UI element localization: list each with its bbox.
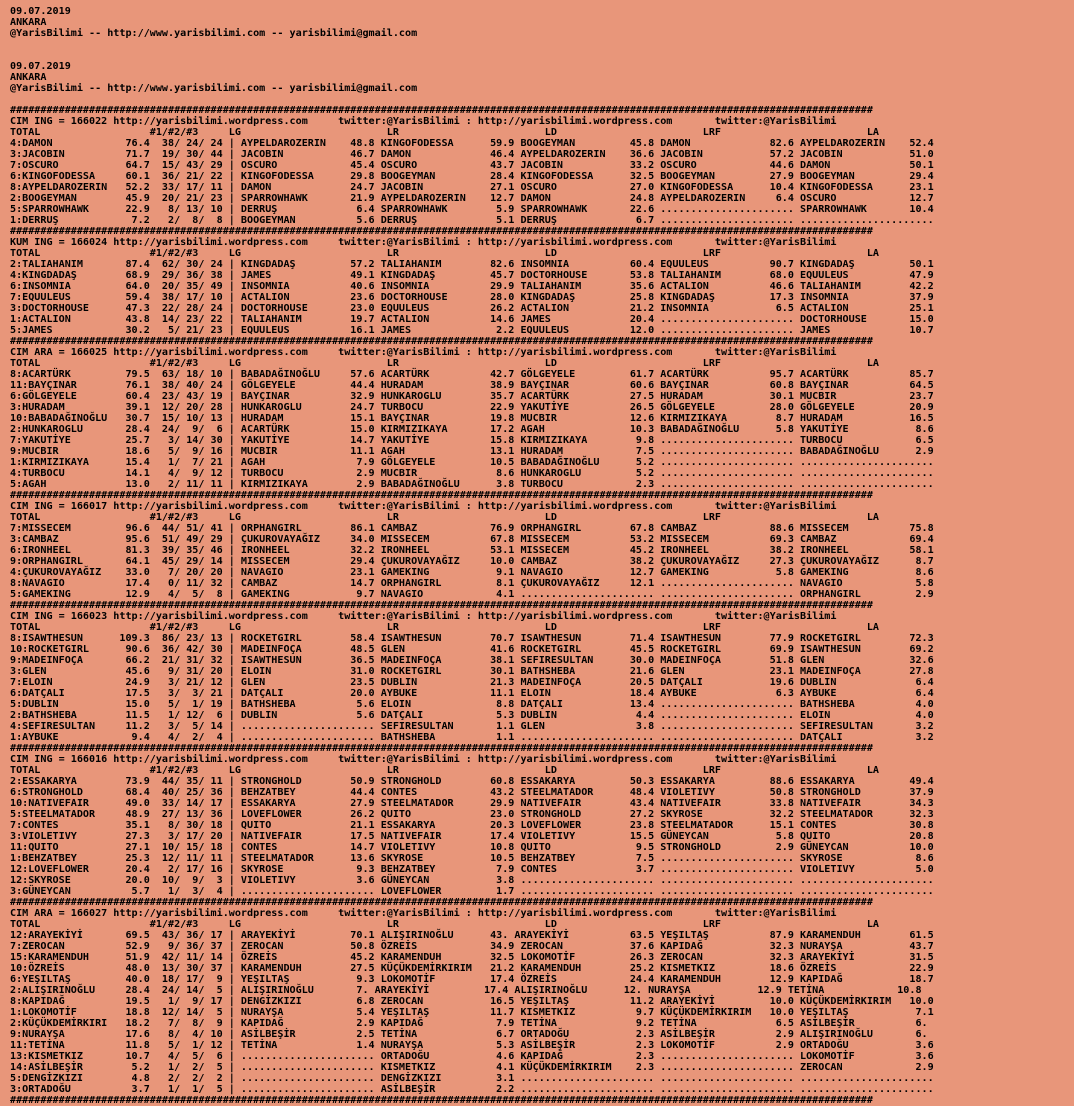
separator-line: ############################################################################################################################################## — [10, 226, 873, 237]
race-row: 7:MISSECEM 96.6 44/ 51/ 41 | ORPHANGIRL 86.1 CAMBAZ 76.9 ORPHANGIRL 67.8 CAMBAZ 88.6 MISSECEM 75.8 — [10, 523, 934, 534]
race-row: 6:INSOMNIA 64.0 20/ 35/ 49 | INSOMNIA 40.6 INSOMNIA 29.9 TALIAHANIM 35.6 ACTALION 46.6 TALIAHANIM 42.2 — [10, 281, 934, 292]
race-row: 4:KINGDADAŞ 68.9 29/ 36/ 38 | JAMES 49.1 KINGDADAŞ 45.7 DOCTORHOUSE 53.8 TALIAHANIM 68.0 EQUULEUS 47.9 — [10, 270, 934, 281]
race-row: 5:STEELMATADOR 48.9 27/ 13/ 36 | LOVEFLOWER 26.2 QUITO 23.0 STRONGHOLD 27.2 SKYROSE 32.2 STEELMATADOR 32.3 — [10, 809, 934, 820]
race-row: 2:KÜÇÜKDEMİRKIRI 18.2 7/ 8/ 9 | KAPIDAĞ 2.9 KAPIDAĞ 7.9 TETİNA 9.2 TETİNA 6.5 ASİLBEŞİR 6. — [10, 1018, 928, 1029]
race-row: 8:NAVAGIO 17.4 0/ 11/ 32 | CAMBAZ 14.7 ORPHANGIRL 8.1 ÇUKUROVAYAĞIZ 12.1 ...................... NAVAGIO 5.8 — [10, 578, 934, 589]
race-row: 8:ISAWTHESUN 109.3 86/ 23/ 13 | ROCKETGIRL 58.4 ISAWTHESUN 70.7 ISAWTHESUN 71.4 ISAWTHESUN 77.9 ROCKETGIRL 72.3 — [10, 633, 934, 644]
race-row: 9:NURAYŞA 17.6 8/ 4/ 10 | ASİLBEŞİR 2.5 TETİNA 6.7 ORTADOĞU 2.3 ASİLBEŞİR 2.9 ALIŞIRINOĞLU 6. — [10, 1029, 928, 1040]
race-row: 13:KISMETKIZ 10.7 4/ 5/ 6 | ...................... ORTADOĞU 4.6 KAPIDAĞ 2.3 ...................... LOKOMOTİF 3.6 — [10, 1051, 934, 1062]
race-column-header: TOTAL #1/#2/#3 LG LR LD LRF LA — [10, 622, 880, 633]
race-row: 11:BAYÇINAR 76.1 38/ 40/ 24 | GÖLGEYELE 44.4 HURADAM 38.9 BAYÇINAR 60.6 BAYÇINAR 60.8 BAYÇINAR 64.5 — [10, 380, 934, 391]
race-title: CIM ING = 166017 http://yarisbilimi.wordpress.com twitter:@YarisBilimi : http://yarisbilimi.wordpress.com twitter:@YarisBilimi — [10, 501, 837, 512]
race-row: 15:KARAMENDUH 51.9 42/ 11/ 14 | ÖZREİS 45.2 KARAMENDUH 32.5 LOKOMOTİF 26.3 ZEROCAN 32.3 ARAYEKİYİ 31.5 — [10, 952, 934, 963]
race-row: 7:OSCURO 64.7 15/ 43/ 29 | OSCURO 45.4 OSCURO 43.7 JACOBIN 33.2 OSCURO 44.6 DAMON 50.1 — [10, 160, 934, 171]
race-row: 10:ÖZREİS 48.0 13/ 30/ 37 | KARAMENDUH 27.5 KÜÇÜKDEMİRKIRIM 21.2 KARAMENDUH 25.2 KISMETKIZ 18.6 ÖZREİS 22.9 — [10, 963, 934, 974]
race-row: 6:YEŞILTAŞ 40.0 18/ 17/ 9 | YEŞILTAŞ 9.3 LOKOMOTİF 17.4 ÖZREİS 24.4 KARAMENDUH 12.9 KAPIDAĞ 18.7 — [10, 974, 934, 985]
header-line — [10, 94, 934, 105]
race-column-header: TOTAL #1/#2/#3 LG LR LD LRF LA — [10, 765, 880, 776]
race-row: 7:ZEROCAN 52.9 9/ 36/ 37 | ZEROCAN 50.8 ÖZREİS 34.9 ZEROCAN 37.6 KAPIDAĞ 32.3 NURAYŞA 43.7 — [10, 941, 934, 952]
race-row: 10:ROCKETGIRL 90.6 36/ 42/ 30 | MADEINFOÇA 48.5 GLEN 41.6 ROCKETGIRL 45.5 ROCKETGIRL 69.9 ISAWTHESUN 69.2 — [10, 644, 934, 655]
race-title: KUM ING = 166024 http://yarisbilimi.wordpress.com twitter:@YarisBilimi : http://yarisbilimi.wordpress.com twitter:@YarisBilimi — [10, 237, 837, 248]
race-row: 3:HURADAM 39.1 12/ 20/ 28 | HUNKAROGLU 24.7 TURBOCU 22.9 YAKUTİYE 26.5 GÖLGEYELE 28.0 GÖLGEYELE 20.9 — [10, 402, 934, 413]
race-column-header: TOTAL #1/#2/#3 LG LR LD LRF LA — [10, 512, 880, 523]
race-row: 4:TURBOCU 14.1 4/ 9/ 12 | TURBOCU 2.9 MUCBIR 8.6 HUNKAROGLU 5.2 ...................... ...................... — [10, 468, 934, 479]
separator-line: ############################################################################################################################################## — [10, 897, 873, 908]
race-row: 6:IRONHEEL 81.3 39/ 35/ 46 | IRONHEEL 32.2 IRONHEEL 53.1 MISSECEM 45.2 IRONHEEL 38.2 IRONHEEL 58.1 — [10, 545, 934, 556]
race-row: 3:DOCTORHOUSE 47.3 22/ 28/ 24 | DOCTORHOUSE 23.0 EQUULEUS 26.2 ACTALION 21.2 INSOMNIA 6.5 ACTALION 25.1 — [10, 303, 934, 314]
race-row: 7:CONTES 35.1 8/ 30/ 18 | QUITO 21.1 ESSAKARYA 20.3 LOVEFLOWER 23.8 STEELMATADOR 15.1 CONTES 30.8 — [10, 820, 934, 831]
race-row: 2:ESSAKARYA 73.9 44/ 35/ 11 | STRONGHOLD 50.9 STRONGHOLD 60.8 ESSAKARYA 50.3 ESSAKARYA 88.6 ESSAKARYA 49.4 — [10, 776, 934, 787]
race-row: 7:YAKUTİYE 25.7 3/ 14/ 30 | YAKUTİYE 14.7 YAKUTİYE 15.8 KIRMIZIKAYA 9.8 ...................... TURBOCU 6.5 — [10, 435, 934, 446]
race-row: 2:BATHSHEBA 11.5 1/ 12/ 6 | DUBLIN 5.6 DATÇALI 5.3 DUBLIN 4.4 ...................... ELOIN 4.0 — [10, 710, 934, 721]
header-line: ANKARA — [10, 17, 47, 28]
race-row: 6:GÖLGEYELE 60.4 23/ 43/ 19 | BAYÇINAR 32.9 HUNKAROGLU 35.7 ACARTÜRK 27.5 HURADAM 30.1 MUCBIR 23.7 — [10, 391, 934, 402]
race-row: 1:AYBUKE 9.4 4/ 2/ 4 | ...................... BATHSHEBA 1.1 ...................... ...................... DATÇALI 3.2 — [10, 732, 934, 743]
separator-line: ############################################################################################################################################## — [10, 105, 873, 116]
header-line: 09.07.2019 — [10, 61, 71, 72]
race-row: 5:JAMES 30.2 5/ 21/ 23 | EQUULEUS 16.1 JAMES 2.2 EQUULEUS 12.0 ...................... JAMES 10.7 — [10, 325, 934, 336]
header-line: ANKARA — [10, 72, 47, 83]
race-row: 1:ACTALION 43.8 14/ 23/ 22 | TALIAHANIM 19.7 ACTALION 14.6 JAMES 20.4 ...................... DOCTORHOUSE 15.0 — [10, 314, 934, 325]
race-row: 3:JACOBIN 71.7 19/ 30/ 44 | JACOBIN 46.7 DAMON 46.4 AYPELDAROZERIN 36.6 JACOBIN 57.2 JACOBIN 51.0 — [10, 149, 934, 160]
race-row: 9:MUCBIR 18.6 5/ 9/ 16 | MUCBIR 11.1 AGAH 13.1 HURADAM 7.5 ...................... BABADAĞINOĞLU 2.9 — [10, 446, 934, 457]
header-line: @YarisBilimi -- http://www.yarisbilimi.com -- yarisbilimi@gmail.com — [10, 83, 418, 94]
race-row: 5:AGAH 13.0 2/ 11/ 11 | KIRMIZIKAYA 2.9 BABADAĞINOĞLU 3.8 TURBOCU 2.3 ...................... ...................... — [10, 479, 934, 490]
race-title: CIM ING = 166016 http://yarisbilimi.wordpress.com twitter:@YarisBilimi : http://yarisbilimi.wordpress.com twitter:@YarisBilimi — [10, 754, 837, 765]
race-row: 8:ACARTÜRK 79.5 63/ 18/ 10 | BABADAĞINOĞLU 57.6 ACARTÜRK 42.7 GÖLGEYELE 61.7 ACARTÜRK 95.7 ACARTÜRK 85.7 — [10, 369, 934, 380]
race-title: CIM ARA = 166025 http://yarisbilimi.wordpress.com twitter:@YarisBilimi : http://yarisbilimi.wordpress.com twitter:@YarisBilimi — [10, 347, 837, 358]
race-column-header: TOTAL #1/#2/#3 LG LR LD LRF LA — [10, 919, 880, 930]
race-title: CIM ARA = 166027 http://yarisbilimi.wordpress.com twitter:@YarisBilimi : http://yarisbilimi.wordpress.com twitter:@YarisBilimi — [10, 908, 837, 919]
race-row: 6:STRONGHOLD 68.4 40/ 25/ 36 | BEHZATBEY 44.4 CONTES 43.2 STEELMATADOR 48.4 VIOLETIVY 50.8 STRONGHOLD 37.9 — [10, 787, 934, 798]
race-row: 10:BABADAĞINOĞLU 30.7 15/ 10/ 13 | HURADAM 15.1 BAYÇINAR 19.8 MUCBIR 12.6 KIRMIZIKAYA 8.7 HURADAM 16.5 — [10, 413, 934, 424]
race-row: 5:DUBLIN 15.0 5/ 1/ 19 | BATHSHEBA 5.6 ELOIN 8.8 DATÇALI 13.4 ...................... BATHSHEBA 4.0 — [10, 699, 934, 710]
header-line — [10, 39, 934, 50]
race-row: 7:ELOIN 24.9 3/ 21/ 12 | GLEN 23.5 DUBLIN 21.3 MADEINFOÇA 20.5 DATÇALI 19.6 DUBLIN 6.4 — [10, 677, 934, 688]
header-line: 09.07.2019 — [10, 6, 71, 17]
race-title: CIM ING = 166022 http://yarisbilimi.wordpress.com twitter:@YarisBilimi : http://yarisbilimi.wordpress.com twitter:@YarisBilimi — [10, 116, 837, 127]
race-column-header: TOTAL #1/#2/#3 LG LR LD LRF LA — [10, 358, 880, 369]
race-row: 9:MADEINFOÇA 66.2 21/ 31/ 32 | ISAWTHESUN 36.5 MADEINFOÇA 38.1 SEFIRESULTAN 30.0 MADEINFOÇA 51.8 GLEN 32.6 — [10, 655, 934, 666]
race-report-document — [10, 6, 934, 1106]
race-row: 2:TALIAHANIM 87.4 62/ 30/ 24 | KINGDADAŞ 57.2 TALIAHANIM 82.6 INSOMNIA 60.4 EQUULEUS 90.7 KINGDADAŞ 50.1 — [10, 259, 934, 270]
race-row: 6:DATÇALI 17.5 3/ 3/ 21 | DATÇALI 20.0 AYBUKE 11.1 ELOIN 18.4 AYBUKE 6.3 AYBUKE 6.4 — [10, 688, 934, 699]
race-row: 12:ARAYEKİYİ 69.5 43/ 36/ 17 | ARAYEKİYİ 70.1 ALIŞIRINOĞLU 43. ARAYEKİYİ 63.5 YEŞILTAŞ 87.9 KARAMENDUH 61.5 — [10, 930, 934, 941]
race-row: 4:DAMON 76.4 38/ 24/ 24 | AYPELDAROZERIN 48.8 KINGOFODESSA 59.9 BOOGEYMAN 45.8 DAMON 82.6 AYPELDAROZERIN 52.4 — [10, 138, 934, 149]
race-row: 3:CAMBAZ 95.6 51/ 49/ 29 | ÇUKUROVAYAĞIZ 34.0 MISSECEM 67.8 MISSECEM 53.2 MISSECEM 69.3 CAMBAZ 69.4 — [10, 534, 934, 545]
race-row: 2:ALIŞIRINOĞLU 28.4 24/ 14/ 5 | ALIŞIRINOĞLU 7. ARAYEKİYİ 17.4 ALIŞIRINOĞLU 12. NURAYŞA 12.9 TETİNA 10.8 — [10, 985, 922, 996]
race-row: 14:ASİLBEŞİR 5.2 1/ 2/ 5 | ...................... KISMETKIZ 4.1 KÜÇÜKDEMİRKIRIM 2.3 ...................... ZEROCAN 2.9 — [10, 1062, 934, 1073]
race-column-header: TOTAL #1/#2/#3 LG LR LD LRF LA — [10, 127, 880, 138]
race-row: 5:GAMEKING 12.9 4/ 5/ 8 | GAMEKING 9.7 NAVAGIO 4.1 ...................... ...................... ORPHANGIRL 2.9 — [10, 589, 934, 600]
race-row: 1:LOKOMOTİF 18.8 12/ 14/ 5 | NURAYŞA 5.4 YEŞILTAŞ 11.7 KISMETKIZ 9.7 KÜÇÜKDEMİRKIRIM 10.0 YEŞILTAŞ 7.1 — [10, 1007, 934, 1018]
header-line — [10, 50, 934, 61]
race-row: 1:KIRMIZIKAYA 15.4 1/ 7/ 21 | AGAH 7.9 GÖLGEYELE 10.5 BABADAĞINOĞLU 5.2 ...................... ...................... — [10, 457, 934, 468]
race-column-header: TOTAL #1/#2/#3 LG LR LD LRF LA — [10, 248, 880, 259]
separator-line: ############################################################################################################################################## — [10, 600, 873, 611]
race-row: 5:SPARROWHAWK 22.9 8/ 13/ 10 | DERRUŞ 6.4 SPARROWHAWK 5.9 SPARROWHAWK 22.6 ...................... SPARROWHAWK 10.4 — [10, 204, 934, 215]
race-row: 2:HUNKAROGLU 28.4 24/ 9/ 6 | ACARTÜRK 15.0 KIRMIZIKAYA 17.2 AGAH 10.3 BABADAĞINOĞLU 5.8 YAKUTİYE 8.6 — [10, 424, 934, 435]
race-row: 3:ORTADOĞU 3.7 1/ 1/ 5 | ...................... ASİLBEŞİR 2.2 ...................... ...................... ...................... — [10, 1084, 934, 1095]
race-row: 7:EQUULEUS 59.4 38/ 17/ 10 | ACTALION 23.6 DOCTORHOUSE 28.0 KINGDADAŞ 25.8 KINGDADAŞ 17.3 INSOMNIA 37.9 — [10, 292, 934, 303]
separator-line: ############################################################################################################################################## — [10, 336, 873, 347]
race-row: 8:KAPIDAĞ 19.5 1/ 9/ 17 | DENGİZKIZI 6.8 ZEROCAN 16.5 YEŞILTAŞ 11.2 ARAYEKİYİ 10.0 KÜÇÜKDEMİRKIRIM 10.0 — [10, 996, 934, 1007]
race-row: 3:VIOLETIVY 27.3 3/ 17/ 20 | NATIVEFAIR 17.5 NATIVEFAIR 17.4 VIOLETIVY 15.5 GÜNEYCAN 5.8 QUITO 20.8 — [10, 831, 934, 842]
race-row: 10:NATIVEFAIR 49.0 33/ 14/ 17 | ESSAKARYA 27.9 STEELMATADOR 29.9 NATIVEFAIR 43.4 NATIVEFAIR 33.8 NATIVEFAIR 34.3 — [10, 798, 934, 809]
race-row: 2:BOOGEYMAN 45.9 20/ 21/ 23 | SPARROWHAWK 21.9 AYPELDAROZERIN 12.7 DAMON 24.8 AYPELDAROZERIN 6.4 OSCURO 12.7 — [10, 193, 934, 204]
race-row: 1:BEHZATBEY 25.3 12/ 11/ 11 | STEELMATADOR 13.6 SKYROSE 10.5 BEHZATBEY 7.5 ...................... SKYROSE 8.6 — [10, 853, 934, 864]
race-row: 12:SKYROSE 20.0 10/ 9/ 3 | VIOLETIVY 3.6 GÜNEYCAN 3.8 ...................... ...................... ...................... — [10, 875, 934, 886]
separator-line: ############################################################################################################################################## — [10, 490, 873, 501]
race-row: 3:GÜNEYCAN 5.7 1/ 3/ 4 | ...................... LOVEFLOWER 1.7 ...................... ...................... ...................... — [10, 886, 934, 897]
race-row: 4:ÇUKUROVAYAĞIZ 33.0 7/ 20/ 20 | NAVAGIO 23.1 GAMEKING 9.1 NAVAGIO 12.7 GAMEKING 5.8 GAMEKING 8.6 — [10, 567, 934, 578]
race-row: 4:SEFIRESULTAN 11.2 3/ 5/ 14 | ...................... SEFIRESULTAN 1.1 GLEN 3.8 ...................... SEFIRESULTAN 3.2 — [10, 721, 934, 732]
race-row: 11:QUITO 27.1 10/ 15/ 18 | CONTES 14.7 VIOLETIVY 10.8 QUITO 9.5 STRONGHOLD 2.9 GÜNEYCAN 10.0 — [10, 842, 934, 853]
header-line: @YarisBilimi -- http://www.yarisbilimi.com -- yarisbilimi@gmail.com — [10, 28, 418, 39]
separator-line: ############################################################################################################################################## — [10, 1095, 873, 1106]
race-row: 5:DENGİZKIZI 4.8 2/ 2/ 2 | ...................... DENGİZKIZI 3.1 ...................... ...................... ...................... — [10, 1073, 934, 1084]
race-row: 9:ORPHANGIRL 64.1 45/ 29/ 14 | MISSECEM 29.4 ÇUKUROVAYAĞIZ 10.0 CAMBAZ 38.2 ÇUKUROVAYAĞIZ 27.3 ÇUKUROVAYAĞIZ 8.7 — [10, 556, 934, 567]
race-row: 12:LOVEFLOWER 20.4 2/ 17/ 16 | SKYROSE 9.3 BEHZATBEY 7.9 CONTES 3.7 ...................... VIOLETIVY 5.0 — [10, 864, 934, 875]
race-row: 6:KINGOFODESSA 60.1 36/ 21/ 22 | KINGOFODESSA 29.8 BOOGEYMAN 28.4 KINGOFODESSA 32.5 BOOGEYMAN 27.9 BOOGEYMAN 29.4 — [10, 171, 934, 182]
race-row: 3:GLEN 45.6 9/ 31/ 20 | ELOIN 31.0 ROCKETGIRL 30.1 BATHSHEBA 21.6 GLEN 23.1 MADEINFOÇA 27.8 — [10, 666, 934, 677]
separator-line: ############################################################################################################################################## — [10, 743, 873, 754]
race-row: 8:AYPELDAROZERIN 52.2 33/ 17/ 11 | DAMON 24.7 JACOBIN 27.1 OSCURO 27.0 KINGOFODESSA 10.4 KINGOFODESSA 23.1 — [10, 182, 934, 193]
race-row: 11:TETİNA 11.8 5/ 1/ 12 | TETİNA 1.4 NURAYŞA 5.3 ASİLBEŞİR 2.3 LOKOMOTİF 2.9 ORTADOĞU 3.6 — [10, 1040, 934, 1051]
race-row: 1:DERRUŞ 7.2 2/ 8/ 8 | BOOGEYMAN 5.6 DERRUŞ 5.1 DERRUŞ 6.7 ...................... ...................... — [10, 215, 934, 226]
race-title: CIM ING = 166023 http://yarisbilimi.wordpress.com twitter:@YarisBilimi : http://yarisbilimi.wordpress.com twitter:@YarisBilimi — [10, 611, 837, 622]
